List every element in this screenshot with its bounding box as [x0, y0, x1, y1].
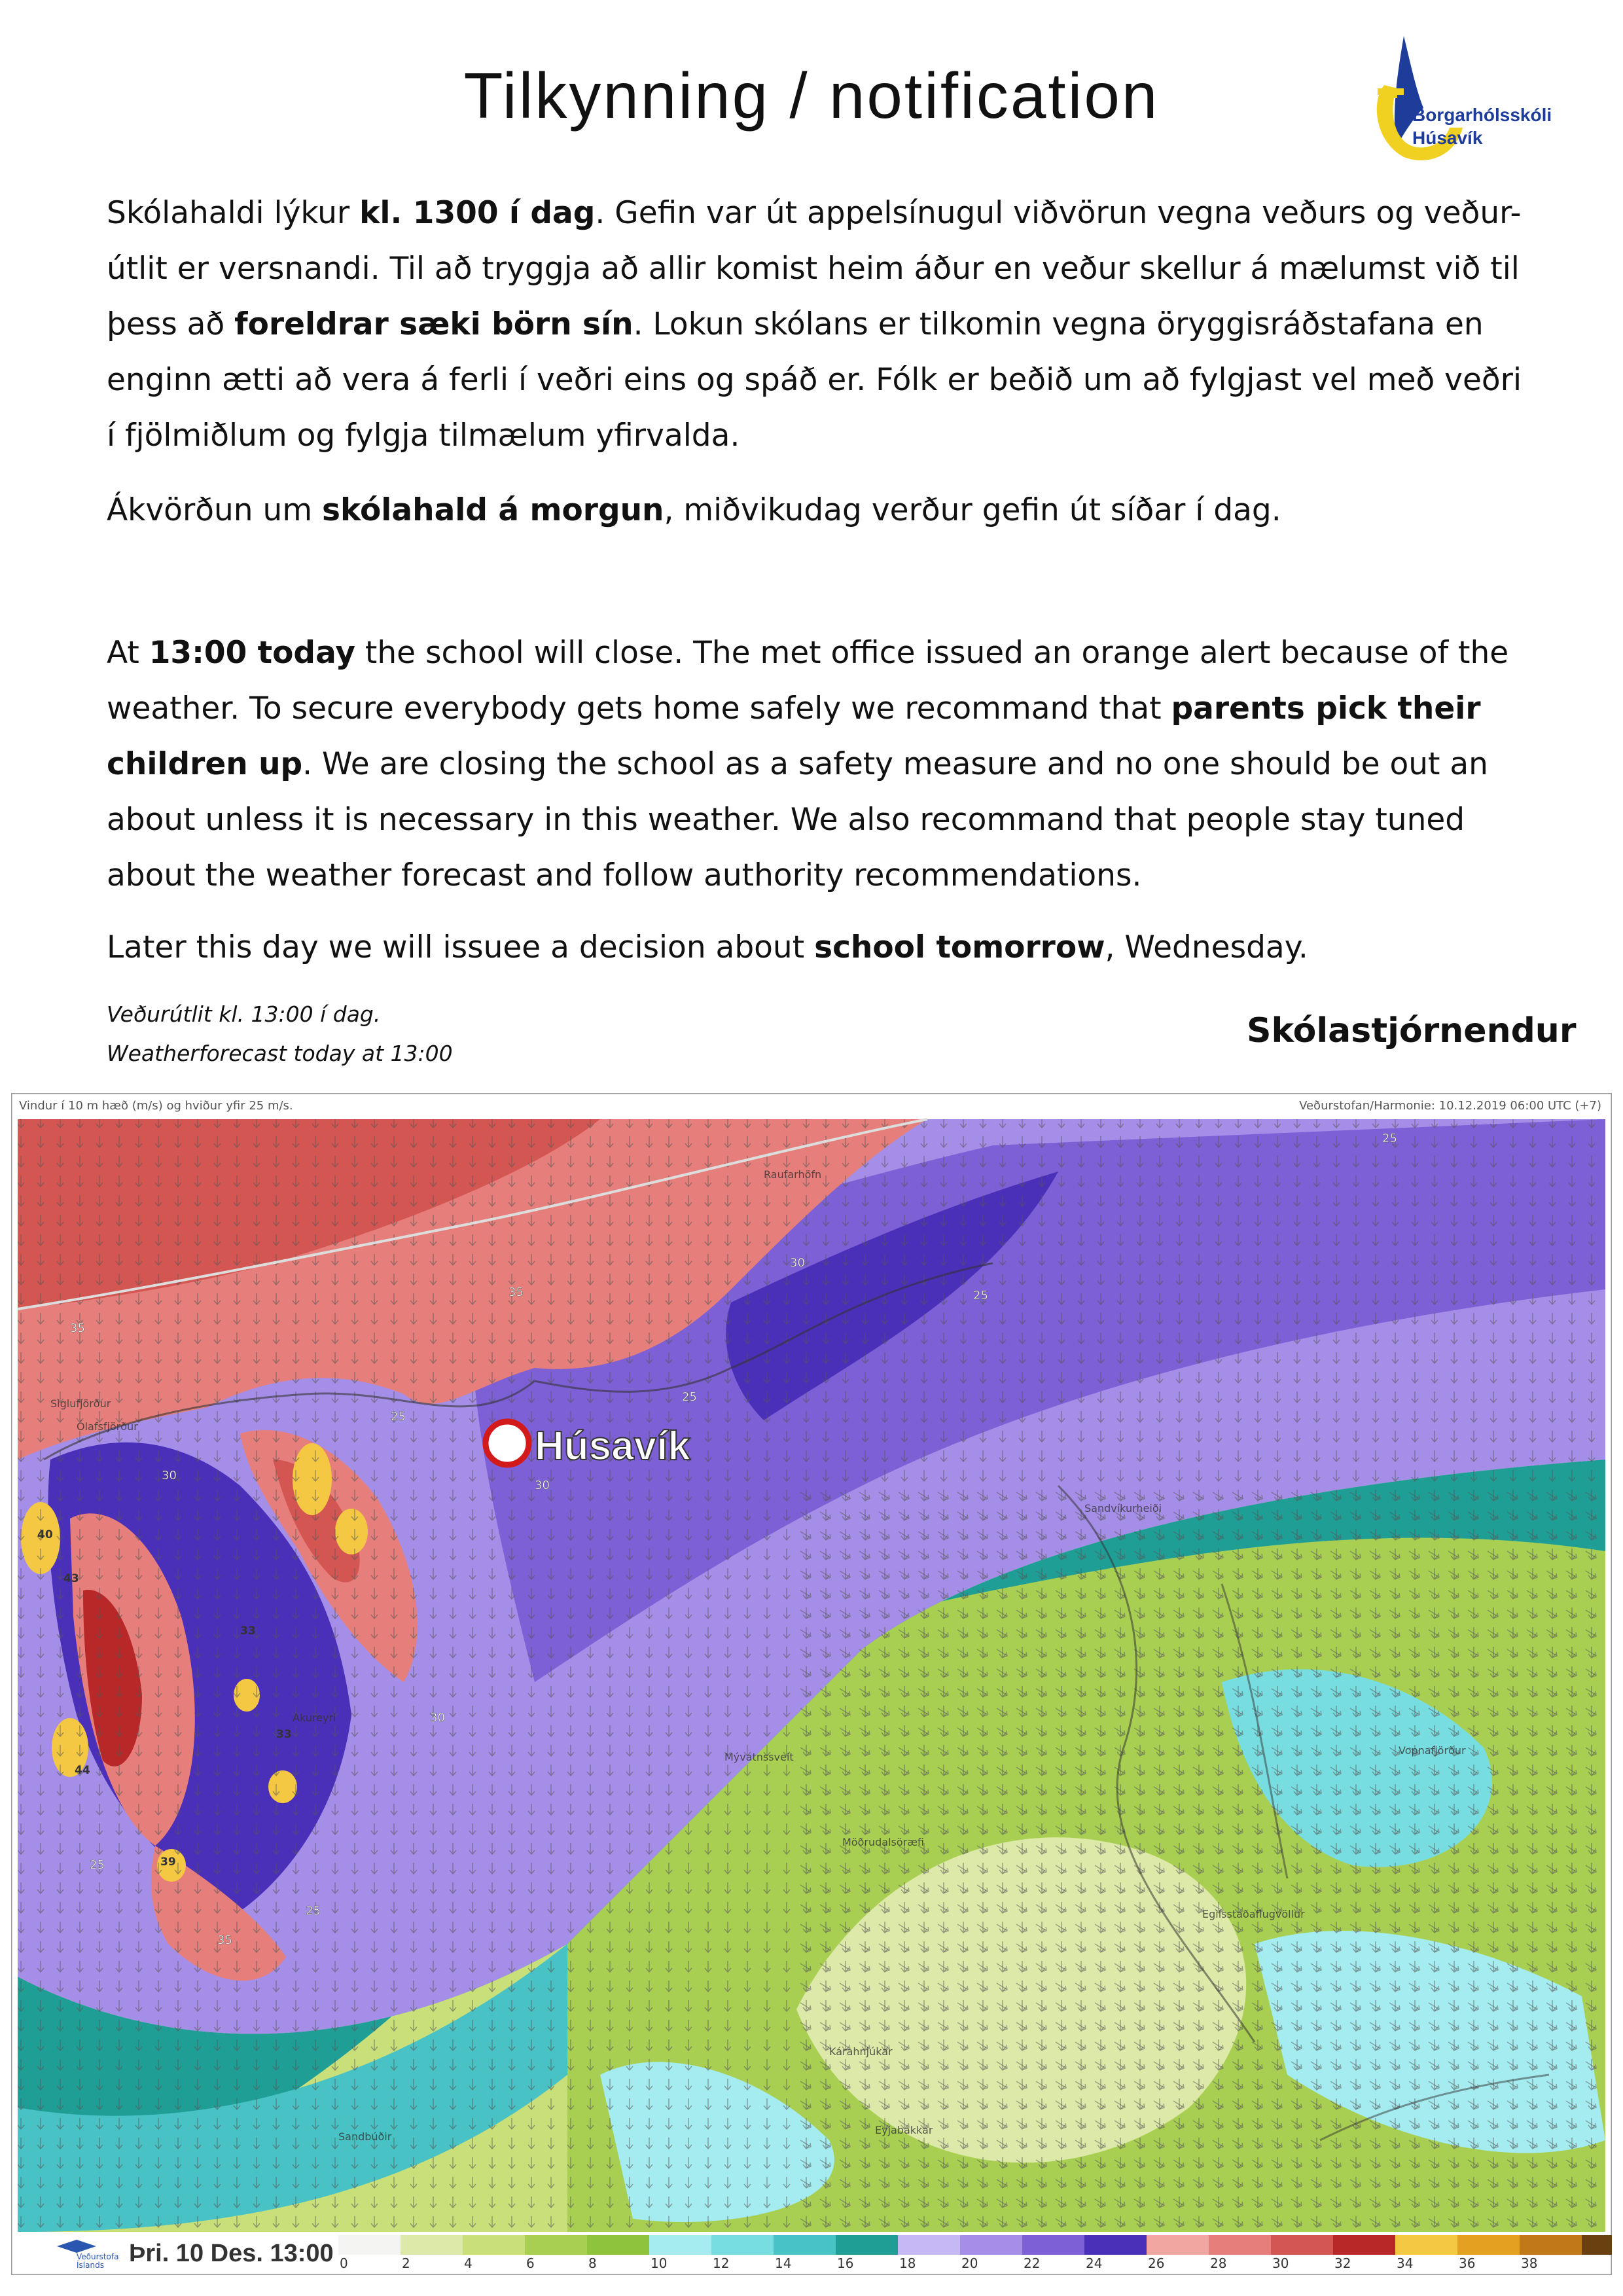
contour-label: 30	[790, 1256, 805, 1270]
scale-swatch	[1209, 2235, 1271, 2255]
scale-tick-label: 6	[526, 2255, 535, 2271]
scale-swatch	[1084, 2235, 1147, 2255]
text-line: Ákvörðun um skólahald á morgun, miðvikudag verður gefin út síðar í dag.	[107, 492, 1281, 528]
weather-map	[11, 1093, 1612, 2275]
scale-swatch	[1333, 2235, 1395, 2255]
scale-swatch	[463, 2235, 525, 2255]
scale-tick-label: 10	[651, 2255, 668, 2271]
scale-tick-label: 20	[961, 2255, 978, 2271]
gust-label: 43	[63, 1572, 79, 1585]
text-line: children up. We are closing the school as a safety measure and no one should be out an	[107, 746, 1488, 782]
caption-english: Weatherforecast today at 13:00	[107, 1041, 453, 1066]
scale-swatch	[960, 2235, 1022, 2255]
text-line: í fjölmiðlum og fylgja tilmælum yfirvalda.	[107, 418, 740, 454]
town-label: Húsavík	[535, 1424, 690, 1469]
scale-swatch	[1271, 2235, 1333, 2255]
text-line: Later this day we will issuee a decision about school tomorrow, Wednesday.	[107, 929, 1308, 965]
scale-tick-label: 0	[340, 2255, 348, 2271]
scale-tick-label: 38	[1521, 2255, 1538, 2271]
text-line: útlit er versnandi. Til að tryggja að allir komist heim áður en veður skellur á mælumst við til	[107, 251, 1520, 287]
scale-swatch	[1582, 2235, 1612, 2255]
svg-text:Íslands: Íslands	[77, 2261, 104, 2270]
scale-swatch	[649, 2235, 711, 2255]
scale-tick-label: 34	[1397, 2255, 1414, 2271]
scale-swatch	[711, 2235, 774, 2255]
contour-label: 30	[162, 1469, 177, 1482]
contour-label: 25	[90, 1858, 105, 1872]
caption-icelandic: Veðurútlit kl. 13:00 í dag.	[107, 1001, 381, 1027]
gust-label: 40	[37, 1528, 53, 1541]
place-label: Sandvíkurheiði	[1084, 1502, 1162, 1515]
place-label: Sandbúðir	[338, 2130, 392, 2143]
scale-swatch	[774, 2235, 836, 2255]
place-label: Raufarhöfn	[764, 1168, 822, 1181]
scale-tick-label: 28	[1210, 2255, 1227, 2271]
text-line: At 13:00 today the school will close. The met office issued an orange alert because of the	[107, 635, 1509, 671]
scale-tick-label: 4	[464, 2255, 473, 2271]
scale-swatch	[1022, 2235, 1084, 2255]
scale-swatch	[1457, 2235, 1520, 2255]
scale-swatch	[401, 2235, 463, 2255]
scale-tick-label: 18	[899, 2255, 916, 2271]
contour-label: 25	[682, 1390, 697, 1404]
svg-text:Veðurstofa: Veðurstofa	[77, 2252, 119, 2261]
scale-tick-label: 32	[1334, 2255, 1351, 2271]
gust-label: 39	[160, 1856, 176, 1869]
scale-tick-label: 16	[837, 2255, 854, 2271]
place-label: Möðrudalsöræfi	[842, 1836, 924, 1848]
english-paragraph-1	[107, 625, 1514, 903]
place-label: Akureyri	[293, 1712, 336, 1724]
husavik-marker-icon	[486, 1422, 529, 1465]
logo-line-1: Borgarhólsskóli	[1412, 105, 1552, 125]
place-label: Kárahnjúkar	[829, 2045, 893, 2058]
scale-swatch	[1147, 2235, 1209, 2255]
scale-tick-label: 2	[402, 2255, 410, 2271]
icelandic-paragraph-2	[107, 482, 1514, 538]
contour-label: 25	[391, 1410, 406, 1424]
contour-label: 30	[535, 1479, 550, 1492]
text-line: about unless it is necessary in this weather. We also recommand that people stay tuned	[107, 802, 1465, 838]
place-label: Egilsstaðaflugvöllur	[1202, 1908, 1305, 1920]
map-header-left: Vindur í 10 m hæð (m/s) og hviður yfir 25 m/s.	[19, 1099, 293, 1113]
place-label: Vopnafjörður	[1399, 1744, 1466, 1757]
text-line: about the weather forecast and follow authority recommendations.	[107, 857, 1142, 893]
signature: Skólastjórnendur	[1247, 1011, 1577, 1050]
scale-tick-label: 8	[588, 2255, 597, 2271]
english-paragraph-2	[107, 920, 1514, 975]
scale-swatch	[338, 2235, 401, 2255]
scale-swatch	[898, 2235, 960, 2255]
scale-swatch	[525, 2235, 587, 2255]
place-label: Eyjabakkar	[875, 2124, 933, 2136]
map-date-label: Þri. 10 Des. 13:00	[129, 2240, 334, 2267]
contour-label: 25	[1382, 1132, 1397, 1145]
gust-label: 33	[240, 1624, 256, 1638]
contour-label: 30	[430, 1711, 445, 1725]
contour-label: 35	[217, 1933, 232, 1947]
logo-line-2: Húsavík	[1412, 128, 1483, 148]
scale-tick-label: 30	[1272, 2255, 1289, 2271]
scale-swatch	[587, 2235, 649, 2255]
place-label: Mývatnssveit	[724, 1751, 794, 1763]
scale-tick-label: 36	[1459, 2255, 1476, 2271]
map-header-right: Veðurstofan/Harmonie: 10.12.2019 06:00 UTC (+7)	[1299, 1099, 1601, 1113]
contour-label: 25	[973, 1289, 988, 1302]
scale-swatch	[1395, 2235, 1457, 2255]
place-label: Ólafsfjörður	[77, 1420, 138, 1433]
scale-swatch	[1520, 2235, 1582, 2255]
gust-label: 33	[276, 1728, 292, 1741]
scale-swatch	[836, 2235, 898, 2255]
place-label: Siglufjörður	[50, 1397, 111, 1410]
page-title: Tilkynning / notification	[463, 60, 1160, 132]
icelandic-paragraph-1	[107, 185, 1522, 463]
text-line: weather. To secure everybody gets home safely we recommand that parents pick their	[107, 691, 1481, 726]
scale-tick-label: 12	[713, 2255, 730, 2271]
scale-tick-label: 24	[1086, 2255, 1103, 2271]
text-line: þess að foreldrar sæki börn sín. Lokun skólans er tilkomin vegna öryggisráðstafana en	[107, 306, 1484, 342]
scale-tick-label: 22	[1024, 2255, 1041, 2271]
contour-label: 35	[70, 1321, 85, 1335]
gust-label: 44	[75, 1764, 90, 1777]
scale-tick-label: 14	[775, 2255, 792, 2271]
text-line: Skólahaldi lýkur kl. 1300 í dag. Gefin var út appelsínugul viðvörun vegna veðurs og veður-	[107, 195, 1522, 231]
text-line: enginn ætti að vera á ferli í veðri eins og spáð er. Fólk er beðið um að fylgjast vel með veðri	[107, 362, 1522, 398]
scale-tick-label: 26	[1148, 2255, 1165, 2271]
contour-label: 25	[306, 1904, 321, 1918]
contour-label: 35	[508, 1285, 524, 1299]
